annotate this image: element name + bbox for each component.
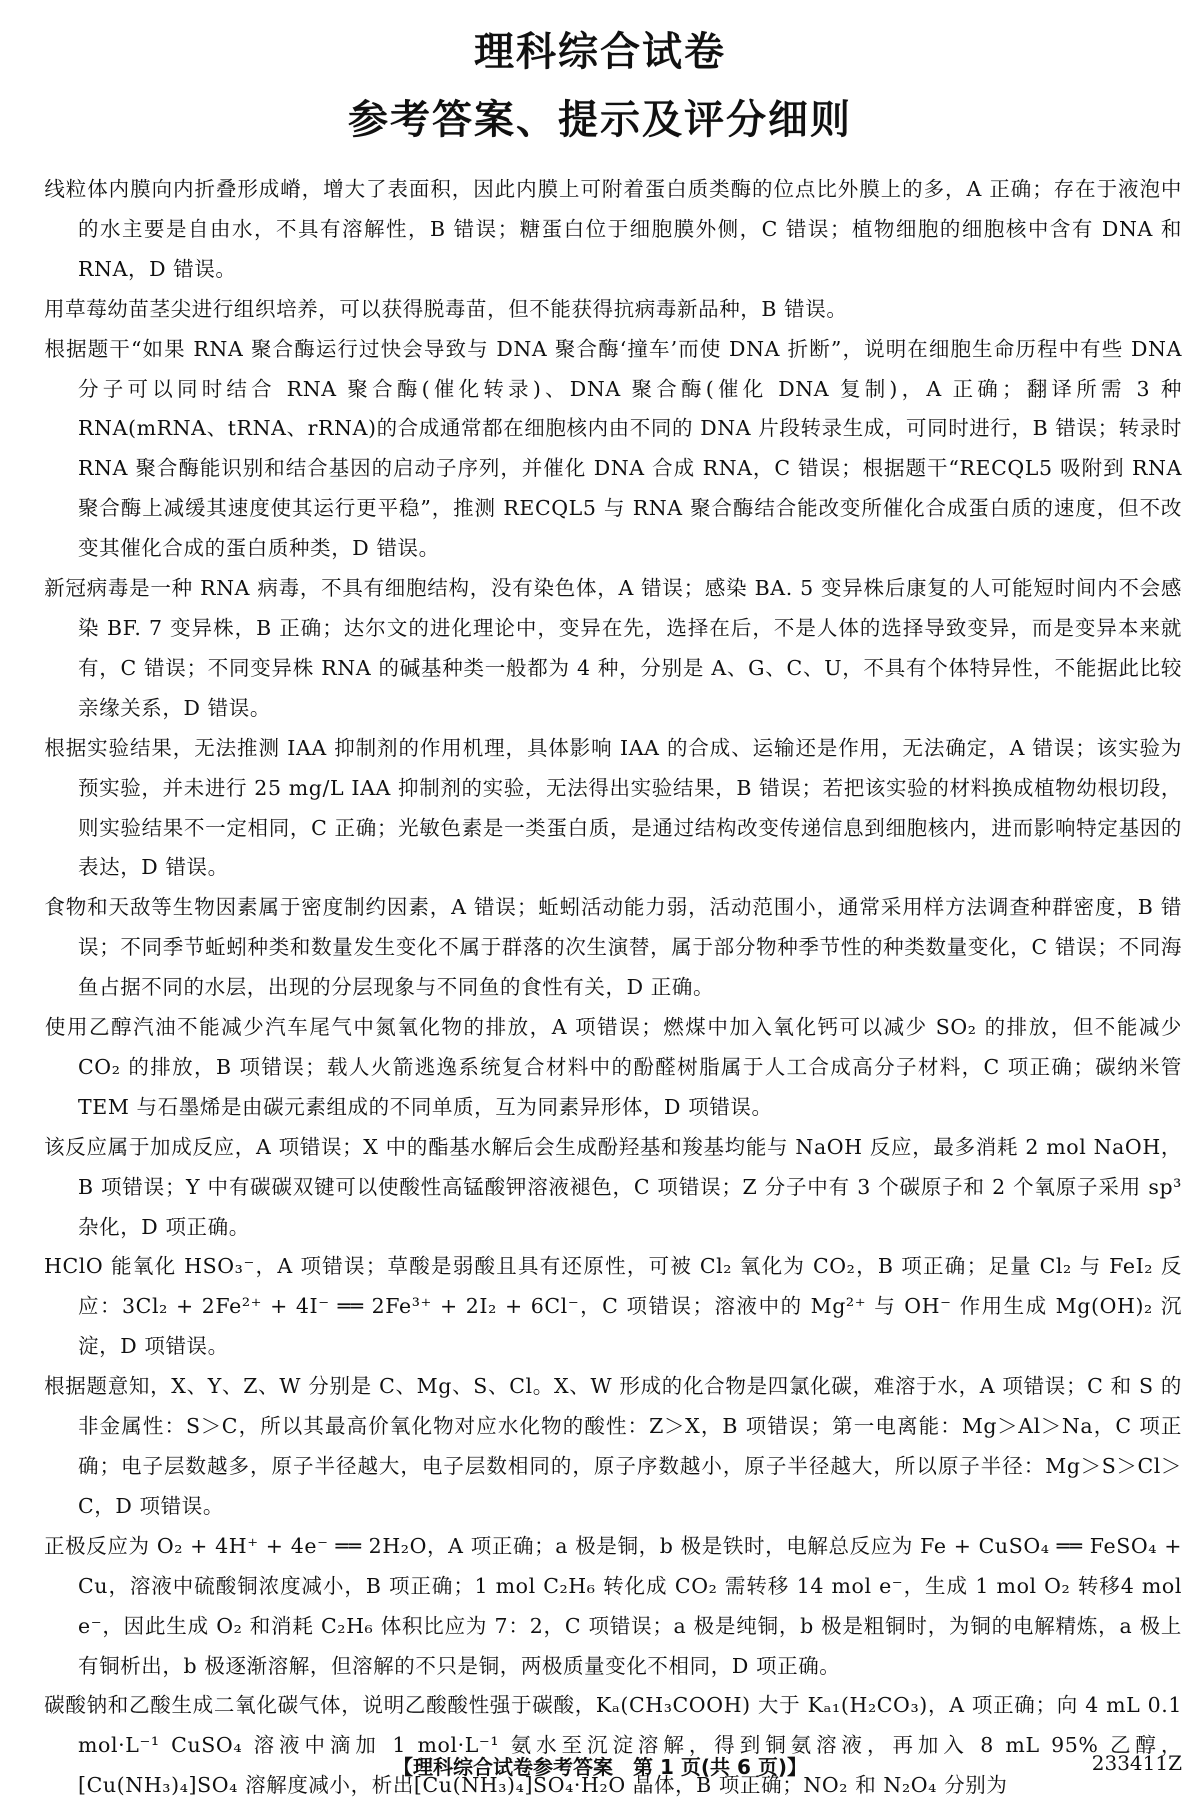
item-explanation: 根据实验结果，无法推测 IAA 抑制剂的作用机理，具体影响 IAA 的合成、运输还是作用，无法确定，A 错误；该实验为预实验，并未进行 25 mg/L IAA 抑制剂的实验，无法得出实验结果，B 错误；若把该实验的材料换成植物幼根切段，则实验结果不一定相同，C 正确；光敏色素是一类蛋白质，是通过结构改变传递信息到细胞核内，进而影响特定基因的表达，D 错误。 <box>44 735 1182 880</box>
item-explanation: 碳酸钠和乙酸生成二氧化碳气体，说明乙酸酸性强于碳酸，Kₐ(CH₃COOH) 大于 Kₐ₁(H₂CO₃)，A 项正确；向 4 mL 0.1 mol·L⁻¹ CuSO₄ 溶液中滴加 1 mol·L⁻¹ 氨水至沉淀溶解，得到铜氨溶液，再加入 8 mL 95% 乙醇，[Cu(NH₃)₄]SO₄ 溶解度减小，析出[Cu(NH₃)₄]SO₄·H₂O 晶体，B 项正确；NO₂ 和 N₂O₄ 分别为 <box>44 1693 1182 1798</box>
answer-item-3 <box>18 330 1182 569</box>
item-explanation: 食物和天敌等生物因素属于密度制约因素，A 错误；蚯蚓活动能力弱，活动范围小，通常采用样方法调查种群密度，B 错误；不同季节蚯蚓种类和数量发生变化不属于群落的次生演替，属于部分物种季节性的种类数量变化，C 错误；不同海鱼占据不同的水层，出现的分层现象与不同鱼的食性有关，D 正确。 <box>44 895 1182 1000</box>
item-explanation: 根据题干“如果 RNA 聚合酶运行过快会导致与 DNA 聚合酶‘撞车’而使 DNA 折断”，说明在细胞生命历程中有些 DNA 分子可以同时结合 RNA 聚合酶(催化转录)、DNA 聚合酶(催化 DNA 复制)，A 正确；翻译所需 3 种 RNA(mRNA、tRNA、rRNA)的合成通常都在细胞核内由不同的 DNA 片段转录生成，可同时进行，B 错误；转录时 RNA 聚合酶能识别和结合基因的启动子序列，并催化 DNA 合成 RNA，C 错误；根据题干“RECQL5 吸附到 RNA 聚合酶上减缓其速度使其运行更平稳”，推测 RECQL5 与 RNA 聚合酶结合能改变所催化合成蛋白质的速度，但不改变其催化合成的蛋白质种类，D 错误。 <box>44 336 1183 561</box>
footer-code: 233411Z <box>1091 1751 1182 1775</box>
answer-item-6 <box>18 888 1182 1008</box>
item-explanation: HClO 能氧化 HSO₃⁻，A 项错误；草酸是弱酸且具有还原性，可被 Cl₂ 氧化为 CO₂，B 项正确；足量 Cl₂ 与 FeI₂ 反应：3Cl₂ + 2Fe²⁺ + 4I⁻ ══ 2Fe³⁺ + 2I₂ + 6Cl⁻，C 项错误；溶液中的 Mg²⁺ 与 OH⁻ 作用生成 Mg(OH)₂ 沉淀，D 项错误。 <box>44 1254 1182 1359</box>
answer-item-5 <box>18 729 1182 889</box>
answer-item-8 <box>18 1128 1182 1248</box>
answer-item-4 <box>18 569 1182 729</box>
page-subtitle: 参考答案、提示及评分细则 <box>348 97 852 143</box>
page-title: 理科综合试卷 <box>474 29 726 75</box>
item-explanation: 该反应属于加成反应，A 项错误；X 中的酯基水解后会生成酚羟基和羧基均能与 NaOH 反应，最多消耗 2 mol NaOH，B 项错误；Y 中有碳碳双键可以使酸性高锰酸钾溶液褪色，C 项错误；Z 分子中有 3 个碳原子和 2 个氧原子采用 sp³ 杂化，D 项正确。 <box>44 1134 1182 1239</box>
answer-item-10 <box>18 1367 1182 1527</box>
item-explanation: 线粒体内膜向内折叠形成嵴，增大了表面积，因此内膜上可附着蛋白质类酶的位点比外膜上的多，A 正确；存在于液泡中的水主要是自由水，不具有溶解性，B 错误；糖蛋白位于细胞膜外侧，C 错误；植物细胞的细胞核中含有 DNA 和 RNA，D 错误。 <box>44 177 1182 281</box>
item-explanation: 使用乙醇汽油不能减少汽车尾气中氮氧化物的排放，A 项错误；燃煤中加入氧化钙可以减少 SO₂ 的排放，但不能减少 CO₂ 的排放，B 项错误；载人火箭逃逸系统复合材料中的酚醛树脂属于人工合成高分子材料，C 项正确；碳纳米管 TEM 与石墨烯是由碳元素组成的不同单质，互为同素异形体，D 项错误。 <box>44 1015 1182 1119</box>
answer-item-7 <box>18 1008 1182 1128</box>
answer-item-1 <box>18 170 1182 290</box>
item-explanation: 用草莓幼苗茎尖进行组织培养，可以获得脱毒苗，但不能获得抗病毒新品种，B 错误。 <box>44 296 848 321</box>
answer-item-9 <box>18 1247 1182 1367</box>
answer-list <box>18 170 1182 1806</box>
page-footer <box>0 1745 1200 1785</box>
item-explanation: 根据题意知，X、Y、Z、W 分别是 C、Mg、S、Cl。X、W 形成的化合物是四氯化碳，难溶于水，A 项错误；C 和 S 的非金属性：S＞C，所以其最高价氧化物对应水化物的酸性：Z＞X，B 项错误；第一电离能：Mg＞Al＞Na，C 项正确；电子层数越多，原子半径越大，电子层数相同的，原子序数越小，原子半径越大，所以原子半径：Mg＞S＞Cl＞C，D 项错误。 <box>44 1374 1182 1518</box>
answer-item-2 <box>18 290 1182 330</box>
footer-page-label: 【理科综合试卷参考答案 第 1 页(共 6 页)】 <box>393 1755 807 1779</box>
item-explanation: 新冠病毒是一种 RNA 病毒，不具有细胞结构，没有染色体，A 错误；感染 BA. 5 变异株后康复的人可能短时间内不会感染 BF. 7 变异株，B 正确；达尔文的进化理论中，变异在先，选择在后，不是人体的选择导致变异，而是变异本来就有，C 错误；不同变异株 RNA 的碱基种类一般都为 4 种，分别是 A、G、C、U，不具有个体特异性，不能据此比较亲缘关系，D 错误。 <box>44 576 1182 720</box>
item-explanation: 正极反应为 O₂ + 4H⁺ + 4e⁻ ══ 2H₂O，A 项正确；a 极是铜，b 极是铁时，电解总反应为 Fe + CuSO₄ ══ FeSO₄ + Cu，溶液中硫酸铜浓度减小，B 项正确；1 mol C₂H₆ 转化成 CO₂ 需转移 14 mol e⁻，生成 1 mol O₂ 转移4 mol e⁻，因此生成 O₂ 和消耗 C₂H₆ 体积比应为 7：2，C 项错误；a 极是纯铜，b 极是粗铜时，为铜的电解精炼，a 极上有铜析出，b 极逐渐溶解，但溶解的不只是铜，两极质量变化不相同，D 项正确。 <box>44 1533 1182 1678</box>
answer-item-11 <box>18 1527 1182 1687</box>
